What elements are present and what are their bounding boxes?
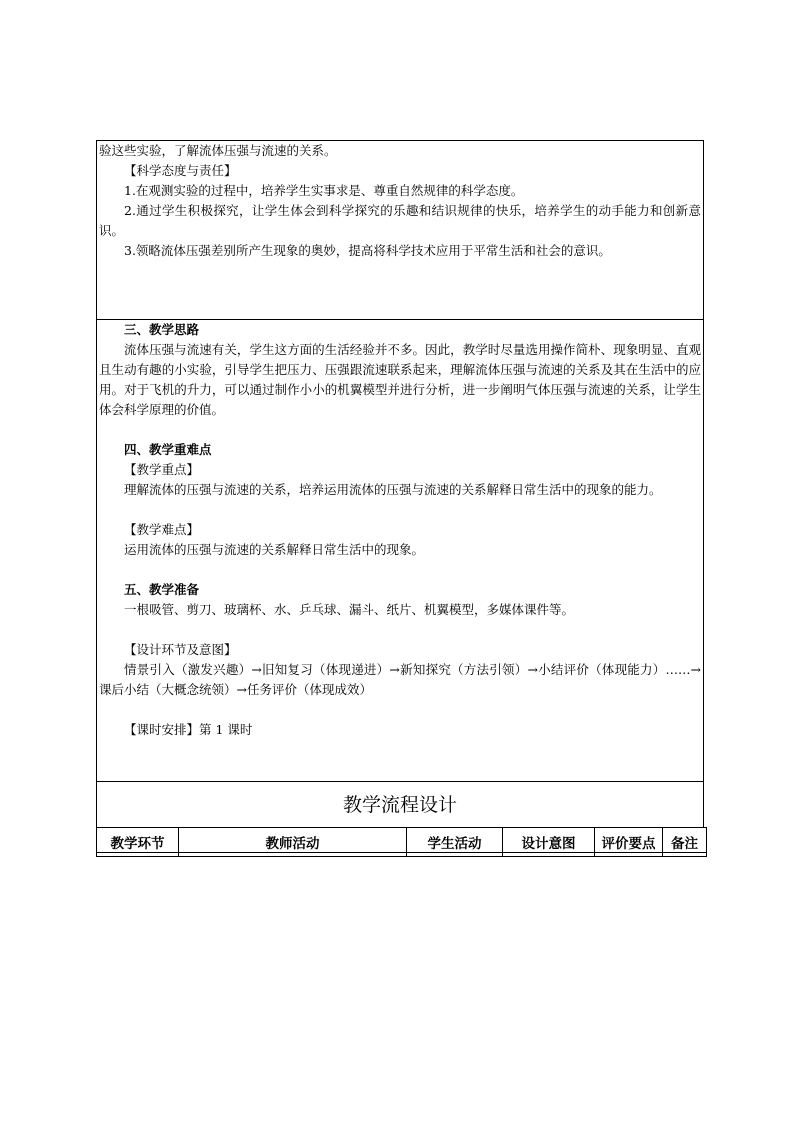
page-bottom-rule — [96, 852, 706, 853]
header-remarks: 备注 — [663, 828, 707, 857]
thinking-text: 流体压强与流速有关，学生这方面的生活经验并不多。因此，教学时尽量选用操作简朴、现象明显、直观且生动有趣的小实验，引导学生把压力、压强跟流速联系起来，理解流体压强与流速的关系及其在生活中的应用。对于飞机的升力，可以通过制作小小的机翼模型并进行分析，进一步阐明气体压强与流速的关系，让学生体会科学原理的价值。 — [99, 342, 701, 417]
continuation-line: 验这些实验，了解流体压强与流速的关系。 — [99, 143, 337, 158]
lesson-plan-page — [96, 140, 704, 857]
preparation-heading: 五、教学准备 — [124, 582, 200, 597]
header-design-intent: 设计意图 — [503, 828, 595, 857]
schedule-value: 第 1 课时 — [199, 722, 253, 737]
header-student-activity: 学生活动 — [407, 828, 503, 857]
attitude-item-2: 2.通过学生积极探究，让学生体会到科学探究的乐趣和结识规律的快乐，培养学生的动手能力和创新意识。 — [99, 203, 701, 238]
design-label: 【设计环节及意图】 — [124, 642, 237, 657]
key-point-label: 【教学重点】 — [124, 462, 200, 477]
schedule-line — [99, 720, 701, 740]
attitude-heading: 【科学态度与责任】 — [124, 163, 237, 178]
header-stage: 教学环节 — [97, 828, 179, 857]
header-evaluation-points: 评价要点 — [595, 828, 663, 857]
attitude-section — [96, 140, 704, 320]
key-point-text: 理解流体的压强与流速的关系，培养运用流体的压强与流速的关系解释日常生活中的现象的能力。 — [124, 482, 662, 497]
design-text: 情景引入（激发兴趣）→旧知复习（体现递进）→新知探究（方法引领）→小结评价（体现能力）……→课后小结（大概念统领）→任务评价（体现成效） — [99, 662, 701, 697]
attitude-item-3: 3.领略流体压强差别所产生现象的奥妙，提高将科学技术应用于平常生活和社会的意识。 — [124, 243, 611, 258]
preparation-text: 一根吸管、剪刀、玻璃杯、水、乒乓球、漏斗、纸片、机翼模型，多媒体课件等。 — [124, 602, 575, 617]
thinking-heading: 三、教学思路 — [124, 322, 200, 337]
difficulty-heading: 四、教学重难点 — [124, 442, 212, 457]
difficulty-label: 【教学难点】 — [124, 522, 200, 537]
attitude-item-1: 1.在观测实验的过程中，培养学生实事求是、尊重自然规律的科学态度。 — [124, 183, 524, 198]
difficulty-text: 运用流体的压强与流速的关系解释日常生活中的现象。 — [124, 542, 425, 557]
schedule-label: 【课时安排】 — [124, 722, 200, 737]
header-teacher-activity: 教师活动 — [179, 828, 407, 857]
teaching-section — [96, 320, 704, 782]
flow-design-title: 教学流程设计 — [96, 782, 704, 828]
